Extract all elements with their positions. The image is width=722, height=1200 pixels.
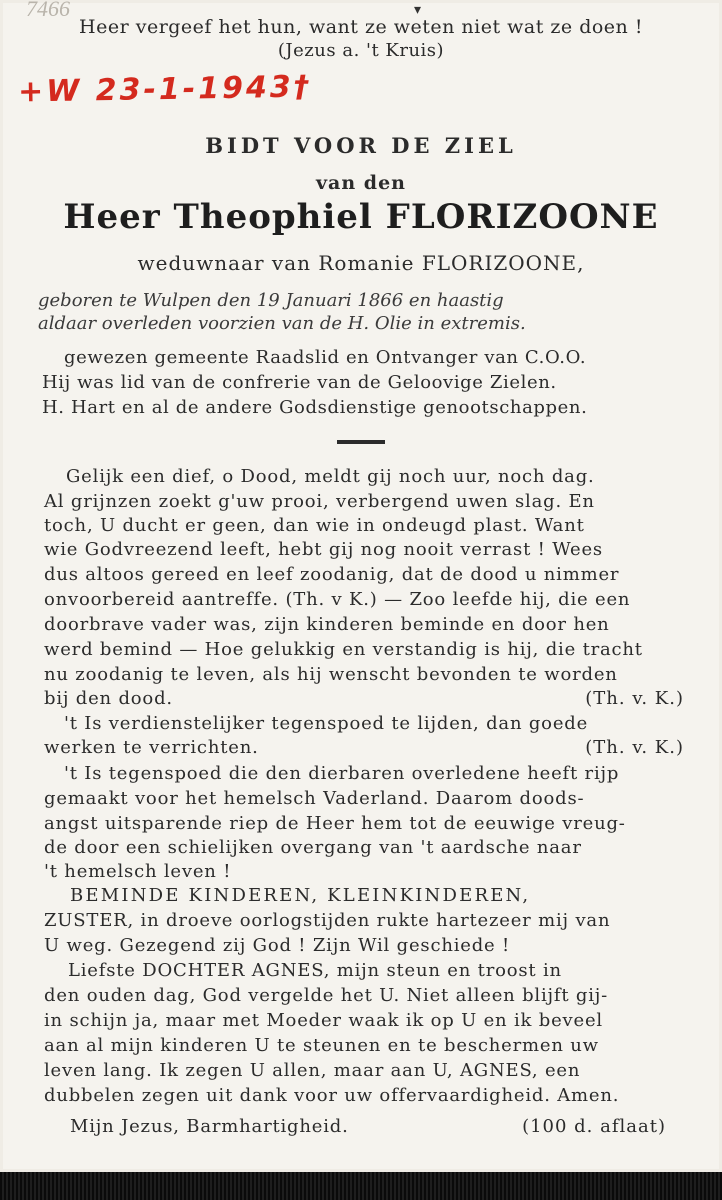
text-line: angst uitsparende riep de Heer hem tot de eeuwige vreug- <box>44 813 626 834</box>
closing-prayer: Mijn Jezus, Barmhartigheid. <box>70 1116 349 1137</box>
bio-line: Hij was lid van de confrerie van de Geloovige Zielen. <box>42 372 557 393</box>
text-line: onvoorbereid aantreffe. (Th. v K.) — Zoo leefde hij, die een <box>44 589 631 610</box>
text-line: nu zoodanig te leven, als hij wenscht bevonden te worden <box>44 664 618 685</box>
quote-reference: (Th. v. K.) <box>585 737 684 758</box>
widower-line: weduwnaar van Romanie FLORIZOONE, <box>137 251 585 275</box>
deceased-name: Heer Theophiel FLORIZOONE <box>63 197 659 237</box>
indulgence-note: (100 d. aflaat) <box>522 1116 666 1137</box>
text-line: Gelijk een dief, o Dood, meldt gij noch uur, noch dag. <box>66 466 595 487</box>
text-line: Al grijnzen zoekt g'uw prooi, verbergend uwen slag. En <box>44 491 595 512</box>
birth-line: geboren te Wulpen den 19 Januari 1866 en haastig <box>38 290 504 311</box>
text-line: de door een schielijken overgang van 't aardsche naar <box>44 837 582 858</box>
quote-source: (Jezus a. 't Kruis) <box>277 40 445 61</box>
text-line: 't hemelsch leven ! <box>44 861 232 882</box>
bio-line: H. Hart en al de andere Godsdienstige genootschappen. <box>42 397 588 418</box>
text-line: toch, U ducht er geen, dan wie in ondeugd plast. Want <box>44 515 585 536</box>
text-line: doorbrave vader was, zijn kinderen beminde en door hen <box>44 614 610 635</box>
handwritten-date: +W 23-1-1943† <box>17 69 312 110</box>
text-line: dubbelen zegen uit dank voor uw offervaardigheid. Amen. <box>44 1085 620 1106</box>
text-line: ZUSTER, in droeve oorlogstijden rukte hartezeer mij van <box>44 910 611 931</box>
text-line: bij den dood. <box>44 688 173 709</box>
text-line: 't Is verdienstelijker tegenspoed te lijden, dan goede <box>64 713 589 734</box>
text-line: werd bemind — Hoe gelukkig en verstandig is hij, die tracht <box>44 639 643 660</box>
text-line: BEMINDE KINDEREN, KLEINKINDEREN, <box>70 885 531 906</box>
text-line: in schijn ja, maar met Moeder waak ik op U en ik beveel <box>44 1010 603 1031</box>
text-line: U weg. Gezegend zij God ! Zijn Wil geschiede ! <box>44 935 511 956</box>
ink-mark: ▾ <box>414 2 422 18</box>
quote-reference: (Th. v. K.) <box>585 688 684 709</box>
death-line: aldaar overleden voorzien van de H. Olie in extremis. <box>38 313 526 334</box>
opening-quote: Heer vergeef het hun, want ze weten niet wat ze doen ! <box>79 16 643 38</box>
text-line: werken te verrichten. <box>44 737 259 758</box>
divider <box>337 440 385 444</box>
text-line: leven lang. Ik zegen U allen, maar aan U, AGNES, een <box>44 1060 581 1081</box>
text-line: wie Godvreezend leeft, hebt gij nog nooit verrast ! Wees <box>44 539 603 560</box>
bio-line: gewezen gemeente Raadslid en Ontvanger van C.O.O. <box>64 347 587 368</box>
text-line: aan al mijn kinderen U te steunen en te beschermen uw <box>44 1035 599 1056</box>
text-line: gemaakt voor het hemelsch Vaderland. Daarom doods- <box>44 788 585 809</box>
text-line: den ouden dag, God vergelde het U. Niet alleen blijft gij- <box>44 985 609 1006</box>
van-den-label: van den <box>316 172 406 194</box>
text-line: 't Is tegenspoed die den dierbaren overledene heeft rijp <box>64 763 620 784</box>
text-line: dus altoos gereed en leef zoodanig, dat de dood u nimmer <box>44 564 620 585</box>
scan-border <box>0 1172 722 1200</box>
archive-number: 7466 <box>26 0 70 21</box>
text-line: Liefste DOCHTER AGNES, mijn steun en troost in <box>68 960 562 981</box>
prayer-heading: BIDT VOOR DE ZIEL <box>205 133 517 158</box>
